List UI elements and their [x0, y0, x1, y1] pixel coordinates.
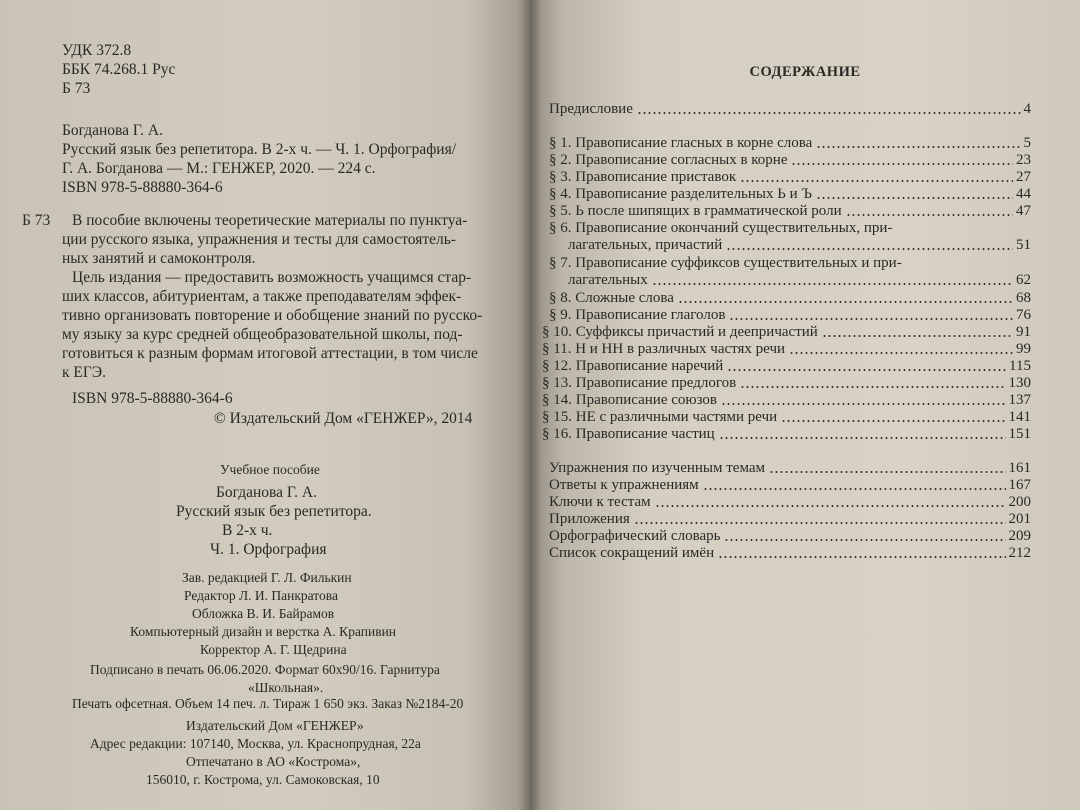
- toc-entry-label: § 15. НЕ с различными частями речи: [542, 409, 778, 425]
- toc-entry-label: § 11. Н и НН в различных частях речи: [542, 341, 786, 357]
- imprint-type: Учебное пособие: [220, 462, 320, 477]
- toc-entry-page: 47: [1016, 203, 1031, 219]
- isbn-bottom: ISBN 978-5-88880-364-6: [72, 390, 233, 407]
- toc-title: СОДЕРЖАНИЕ: [749, 64, 861, 80]
- credit-line: Корректор А. Г. Щедрина: [200, 642, 347, 657]
- toc-leader-dots: [703, 488, 1006, 490]
- imprint-author: Богданова Г. А.: [216, 484, 317, 501]
- toc-entry-continuation[interactable]: [568, 271, 1031, 289]
- toc-entry-section[interactable]: [542, 357, 1031, 375]
- toc-entry-page: 76: [1016, 307, 1031, 323]
- toc-leader-dots: [781, 420, 1005, 422]
- toc-entry-label: § 2. Правописание согласных в корне: [549, 152, 788, 168]
- toc-entry-label: § 3. Правописание приставок: [549, 169, 737, 185]
- toc-entry-page: 44: [1016, 186, 1031, 202]
- credit-line: Обложка В. И. Байрамов: [192, 606, 335, 621]
- toc-leader-dots: [740, 180, 1013, 182]
- toc-entry-label: § 16. Правописание частиц: [542, 426, 715, 442]
- toc-leader-dots: [678, 301, 1013, 303]
- credit-line: Компьютерный дизайн и верстка А. Крапивин: [130, 624, 397, 639]
- toc-entry-label: Ключи к тестам: [549, 494, 651, 510]
- printer-info: Отпечатано в АО «Кострома»,: [186, 754, 361, 769]
- toc-leader-dots: [726, 248, 1013, 250]
- toc-leader-dots: [724, 539, 1005, 541]
- publisher-info: Адрес редакции: 107140, Москва, ул. Краснопрудная, 22а: [90, 736, 421, 751]
- toc-entry-appendix[interactable]: [549, 527, 1031, 545]
- print-info: «Школьная».: [248, 680, 324, 695]
- book-gutter: [518, 0, 542, 810]
- toc-leader-dots: [740, 386, 1005, 388]
- toc-entry-page: 201: [1008, 511, 1031, 527]
- bbk-code: ББК 74.268.1 Рус: [62, 61, 176, 78]
- annotation-line: му языку за курс средней общеобразовательной школы, под-: [62, 326, 463, 343]
- toc-entry-page: 161: [1008, 460, 1031, 476]
- left-page: [0, 0, 530, 810]
- toc-leader-dots: [816, 146, 1020, 148]
- toc-entry-label: Ответы к упражнениям: [549, 477, 699, 493]
- toc-entry-page: 51: [1016, 237, 1031, 253]
- toc-entry-page: 115: [1009, 358, 1031, 374]
- annotation-line: к ЕГЭ.: [62, 364, 106, 381]
- toc-entry-page: 99: [1016, 341, 1031, 357]
- credit-line: Зав. редакцией Г. Л. Филькин: [182, 570, 352, 585]
- imprint-volumes: В 2-х ч.: [222, 522, 273, 539]
- annotation-line: ших классов, абитуриентам, а также преподавателям эффек-: [62, 288, 462, 305]
- toc-entry-section[interactable]: [549, 185, 1031, 203]
- toc-entry-appendix[interactable]: [549, 476, 1031, 494]
- toc-entry-section[interactable]: [542, 425, 1031, 443]
- toc-entry-label: Орфографический словарь: [549, 528, 721, 544]
- toc-entry-section[interactable]: [549, 254, 1031, 272]
- toc-leader-dots: [822, 335, 1013, 337]
- udk-code: УДК 372.8: [62, 42, 132, 59]
- toc-entry-label: § 14. Правописание союзов: [542, 392, 718, 408]
- toc-entry-section[interactable]: [549, 168, 1031, 186]
- toc-entry-label: § 1. Правописание гласных в корне слова: [549, 135, 813, 151]
- toc-entry-label-cont: лагательных, причастий: [568, 237, 723, 253]
- toc-entry-label-cont: лагательных: [568, 272, 648, 288]
- toc-entry-label: Список сокращений имён: [549, 545, 715, 561]
- toc-entry-section[interactable]: [542, 391, 1031, 409]
- toc-entry-page: 91: [1016, 324, 1031, 340]
- toc-entry-section[interactable]: [542, 340, 1031, 358]
- toc-entry-appendix[interactable]: [549, 459, 1031, 477]
- toc-entry-page: 130: [1008, 375, 1031, 391]
- isbn-top: ISBN 978-5-88880-364-6: [62, 179, 223, 196]
- toc-entry-section[interactable]: [549, 202, 1031, 220]
- toc-entry-page: 209: [1008, 528, 1031, 544]
- annotation-line: Цель издания — предоставить возможность учащимся стар-: [72, 269, 472, 286]
- toc-leader-dots: [791, 163, 1013, 165]
- toc-entry-section[interactable]: [549, 151, 1031, 169]
- toc-entry-label: § 8. Сложные слова: [549, 290, 674, 306]
- toc-entry-preface[interactable]: [549, 100, 1031, 118]
- imprint-part: Ч. 1. Орфография: [210, 541, 327, 558]
- toc-leader-dots: [769, 471, 1006, 473]
- toc-entry-label: § 6. Правописание окончаний существительных, при-: [549, 220, 893, 236]
- annotation-line: готовиться к разным формам итоговой аттестации, в том числе: [62, 345, 478, 362]
- toc-entry-page: 151: [1008, 426, 1031, 442]
- toc-entry-section[interactable]: [542, 408, 1031, 426]
- toc-entry-section[interactable]: [549, 289, 1031, 307]
- toc-entry-label: § 12. Правописание наречий: [542, 358, 724, 374]
- print-info: Подписано в печать 06.06.2020. Формат 60х90/16. Гарнитура: [90, 662, 440, 677]
- toc-entry-label: § 7. Правописание суффиксов существительных и при-: [549, 255, 902, 271]
- toc-leader-dots: [655, 505, 1006, 507]
- toc-entry-page: 4: [1023, 101, 1031, 117]
- toc-entry-page: 68: [1016, 290, 1031, 306]
- toc-leader-dots: [816, 197, 1013, 199]
- toc-entry-section[interactable]: [549, 134, 1031, 152]
- toc-leader-dots: [729, 318, 1013, 320]
- toc-entry-continuation[interactable]: [568, 236, 1031, 254]
- annotation-line: тивно организовать повторение и обобщение знаний по русско-: [62, 307, 483, 324]
- toc-leader-dots: [727, 369, 1006, 371]
- print-info: Печать офсетная. Объем 14 печ. л. Тираж 1 650 экз. Заказ №2184-20: [72, 696, 464, 711]
- toc-entry-page: 141: [1008, 409, 1031, 425]
- toc-entry-label: § 5. Ь после шипящих в грамматической роли: [549, 203, 842, 219]
- toc-entry-label: Приложения: [549, 511, 630, 527]
- toc-entry-label: Предисловие: [549, 101, 633, 117]
- annotation-line: В пособие включены теоретические материалы по пунктуа-: [72, 212, 468, 229]
- author-mark: Б 73: [62, 80, 91, 97]
- toc-entry-page: 27: [1016, 169, 1031, 185]
- toc-entry-page: 62: [1016, 272, 1031, 288]
- toc-leader-dots: [718, 556, 1005, 558]
- annotation-line: ции русского языка, упражнения и тесты для самостоятель-: [62, 231, 456, 248]
- biblio-line-2: Г. А. Богданова — М.: ГЕНЖЕР, 2020. — 224 с.: [62, 160, 376, 177]
- toc-entry-appendix[interactable]: [549, 493, 1031, 511]
- toc-leader-dots: [789, 352, 1013, 354]
- toc-entry-label: § 13. Правописание предлогов: [542, 375, 737, 391]
- annotation-line: ных занятий и самоконтроля.: [62, 250, 256, 267]
- toc-leader-dots: [846, 214, 1013, 216]
- toc-entry-page: 167: [1008, 477, 1031, 493]
- imprint-title: Русский язык без репетитора.: [176, 503, 372, 520]
- credit-line: Редактор Л. И. Панкратова: [184, 588, 338, 603]
- toc-entry-section[interactable]: [542, 323, 1031, 341]
- copyright: © Издательский Дом «ГЕНЖЕР», 2014: [214, 410, 473, 427]
- toc-entry-appendix[interactable]: [549, 544, 1031, 562]
- toc-entry-label: § 9. Правописание глаголов: [549, 307, 726, 323]
- toc-entry-page: 200: [1008, 494, 1031, 510]
- biblio-author: Богданова Г. А.: [62, 122, 163, 139]
- toc-entry-section[interactable]: [549, 219, 1031, 237]
- toc-entry-label: § 10. Суффиксы причастий и деепричастий: [542, 324, 818, 340]
- biblio-line-1: Русский язык без репетитора. В 2-х ч. — Ч. 1. Орфография/: [62, 141, 457, 158]
- toc-entry-section[interactable]: [549, 306, 1031, 324]
- toc-entry-page: 137: [1008, 392, 1031, 408]
- toc-leader-dots: [637, 112, 1021, 114]
- toc-entry-section[interactable]: [542, 374, 1031, 392]
- toc-entry-page: 5: [1023, 135, 1031, 151]
- toc-entry-page: 212: [1008, 545, 1031, 561]
- toc-leader-dots: [719, 437, 1006, 439]
- toc-entry-label: § 4. Правописание разделительных Ь и Ъ: [549, 186, 812, 202]
- annotation-code: Б 73: [22, 212, 51, 229]
- printer-info: 156010, г. Кострома, ул. Самоковская, 10: [146, 772, 380, 787]
- toc-entry-page: 23: [1016, 152, 1031, 168]
- toc-leader-dots: [634, 522, 1006, 524]
- toc-leader-dots: [652, 283, 1013, 285]
- toc-entry-label: Упражнения по изученным темам: [549, 460, 765, 476]
- toc-entry-appendix[interactable]: [549, 510, 1031, 528]
- publisher-info: Издательский Дом «ГЕНЖЕР»: [186, 718, 364, 733]
- toc-leader-dots: [721, 403, 1005, 405]
